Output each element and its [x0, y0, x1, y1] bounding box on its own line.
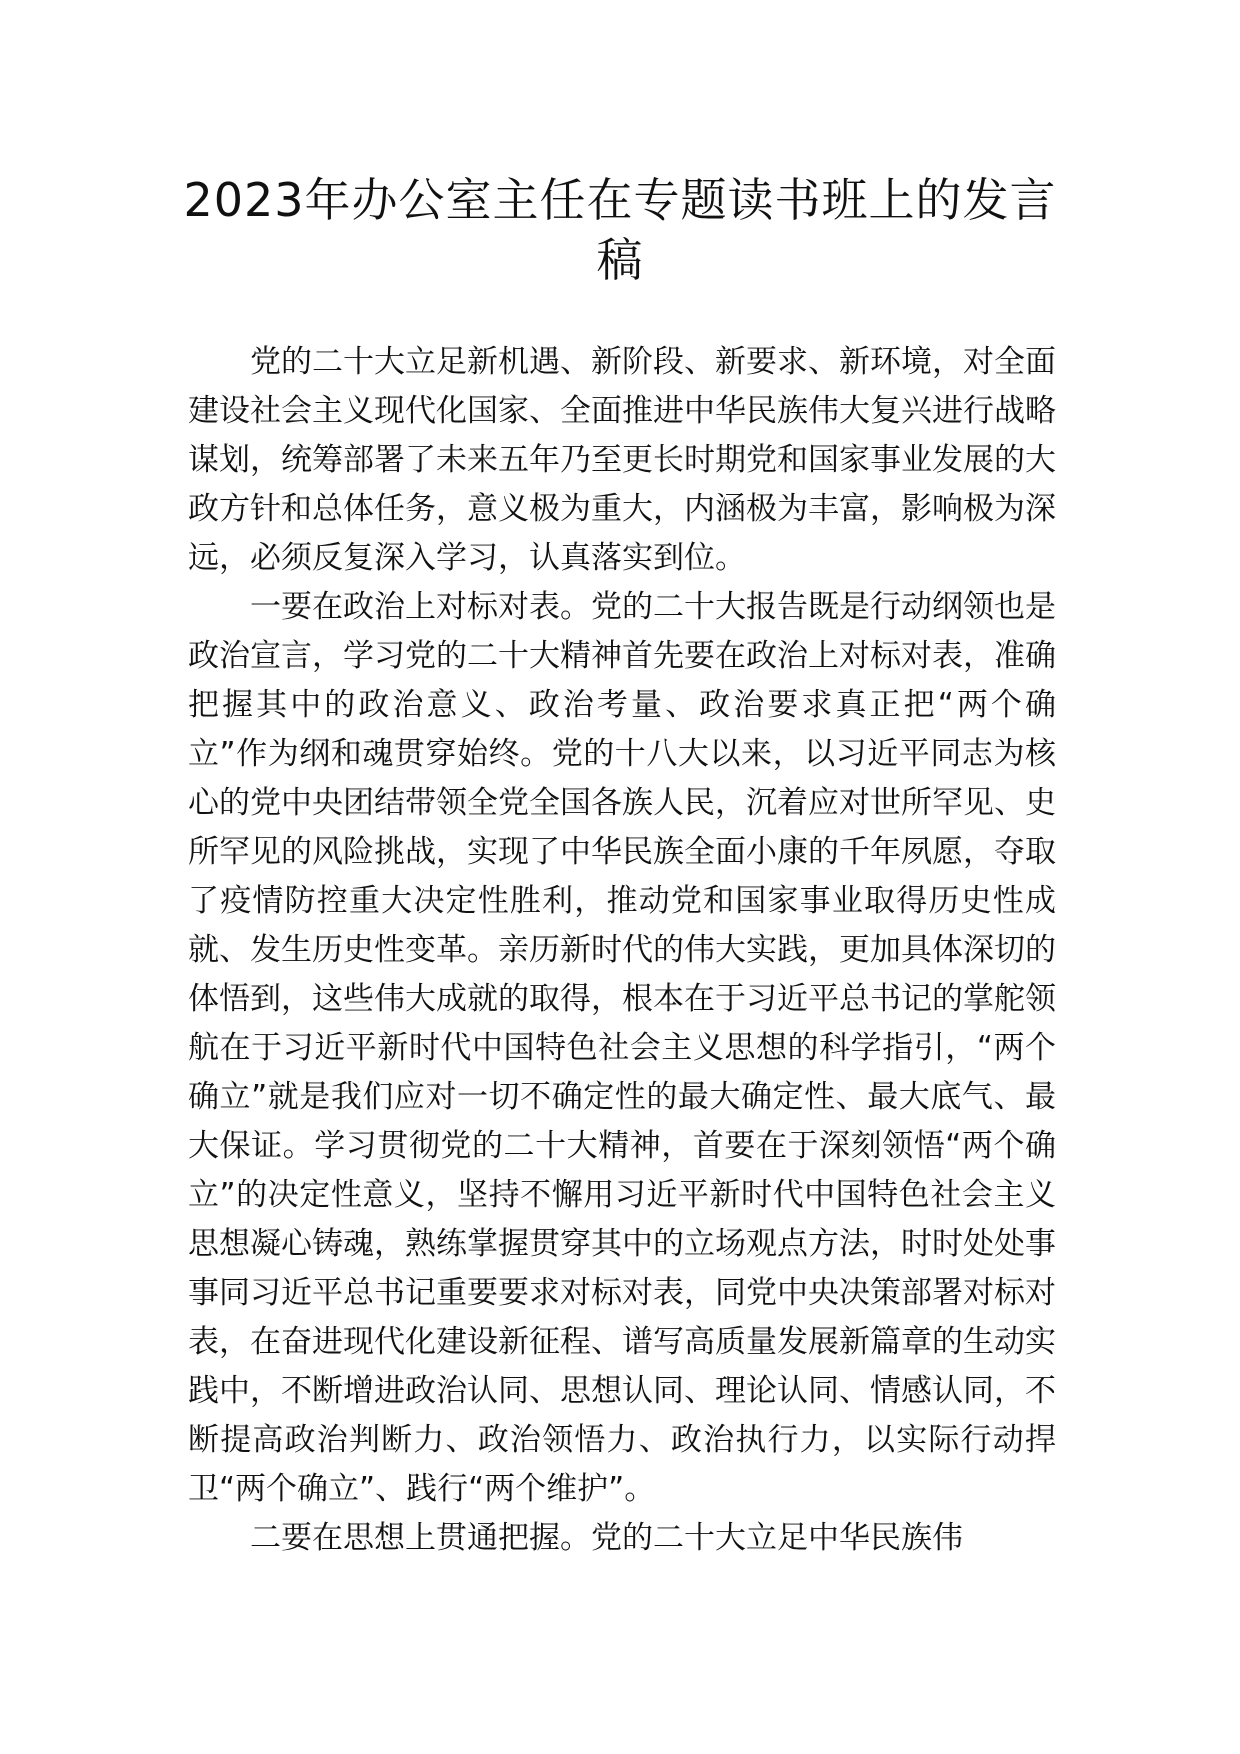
paragraph-point-two: 二要在思想上贯通把握。党的二十大立足中华民族伟 — [250, 1520, 963, 1556]
document-body — [188, 338, 1056, 1563]
document-title-line-1: 2023年办公室主任在专题读书班上的发言 — [183, 173, 1057, 227]
paragraph-point-one: 一要在政治上对标对表。党的二十大报告既是行动纲领也是政治宣言，学习党的二十大精神首先要在政治上对标对表，准确把握其中的政治意义、政治考量、政治要求真正把“两个确立”作为纲和魂贯穿始终。党的十八大以来，以习近平同志为核心的党中央团结带领全党全国各族人民，沉着应对世所罕见、史所罕见的风险挑战，实现了中华民族全面小康的千年夙愿，夺取了疫情防控重大决定性胜利，推动党和国家事业取得历史性成就、发生历史性变革。亲历新时代的伟大实践，更加具体深切的体悟到，这些伟大成就的取得，根本在于习近平总书记的掌舵领航在于习近平新时代中国特色社会主义思想的科学指引，“两个确立”就是我们应对一切不确定性的最大确定性、最大底气、最大保证。学习贯彻党的二十大精神，首要在于深刻领悟“两个确立”的决定性意义，坚持不懈用习近平新时代中国特色社会主义思想凝心铸魂，熟练掌握贯穿其中的立场观点方法，时时处处事事同习近平总书记重要要求对标对表，同党中央决策部署对标对表，在奋进现代化建设新征程、谱写高质量发展新篇章的生动实践中，不断增进政治认同、思想认同、理论认同、情感认同，不断提高政治判断力、政治领悟力、政治执行力，以实际行动捍卫“两个确立”、践行“两个维护”。 — [188, 589, 1056, 1507]
document-title-line-2: 稿 — [596, 233, 644, 287]
paragraph-intro: 党的二十大立足新机遇、新阶段、新要求、新环境，对全面建设社会主义现代化国家、全面推进中华民族伟大复兴进行战略谋划，统筹部署了未来五年乃至更长时期党和国家事业发展的大政方针和总体任务，意义极为重大，内涵极为丰富，影响极为深远，必须反复深入学习，认真落实到位。 — [188, 344, 1056, 576]
